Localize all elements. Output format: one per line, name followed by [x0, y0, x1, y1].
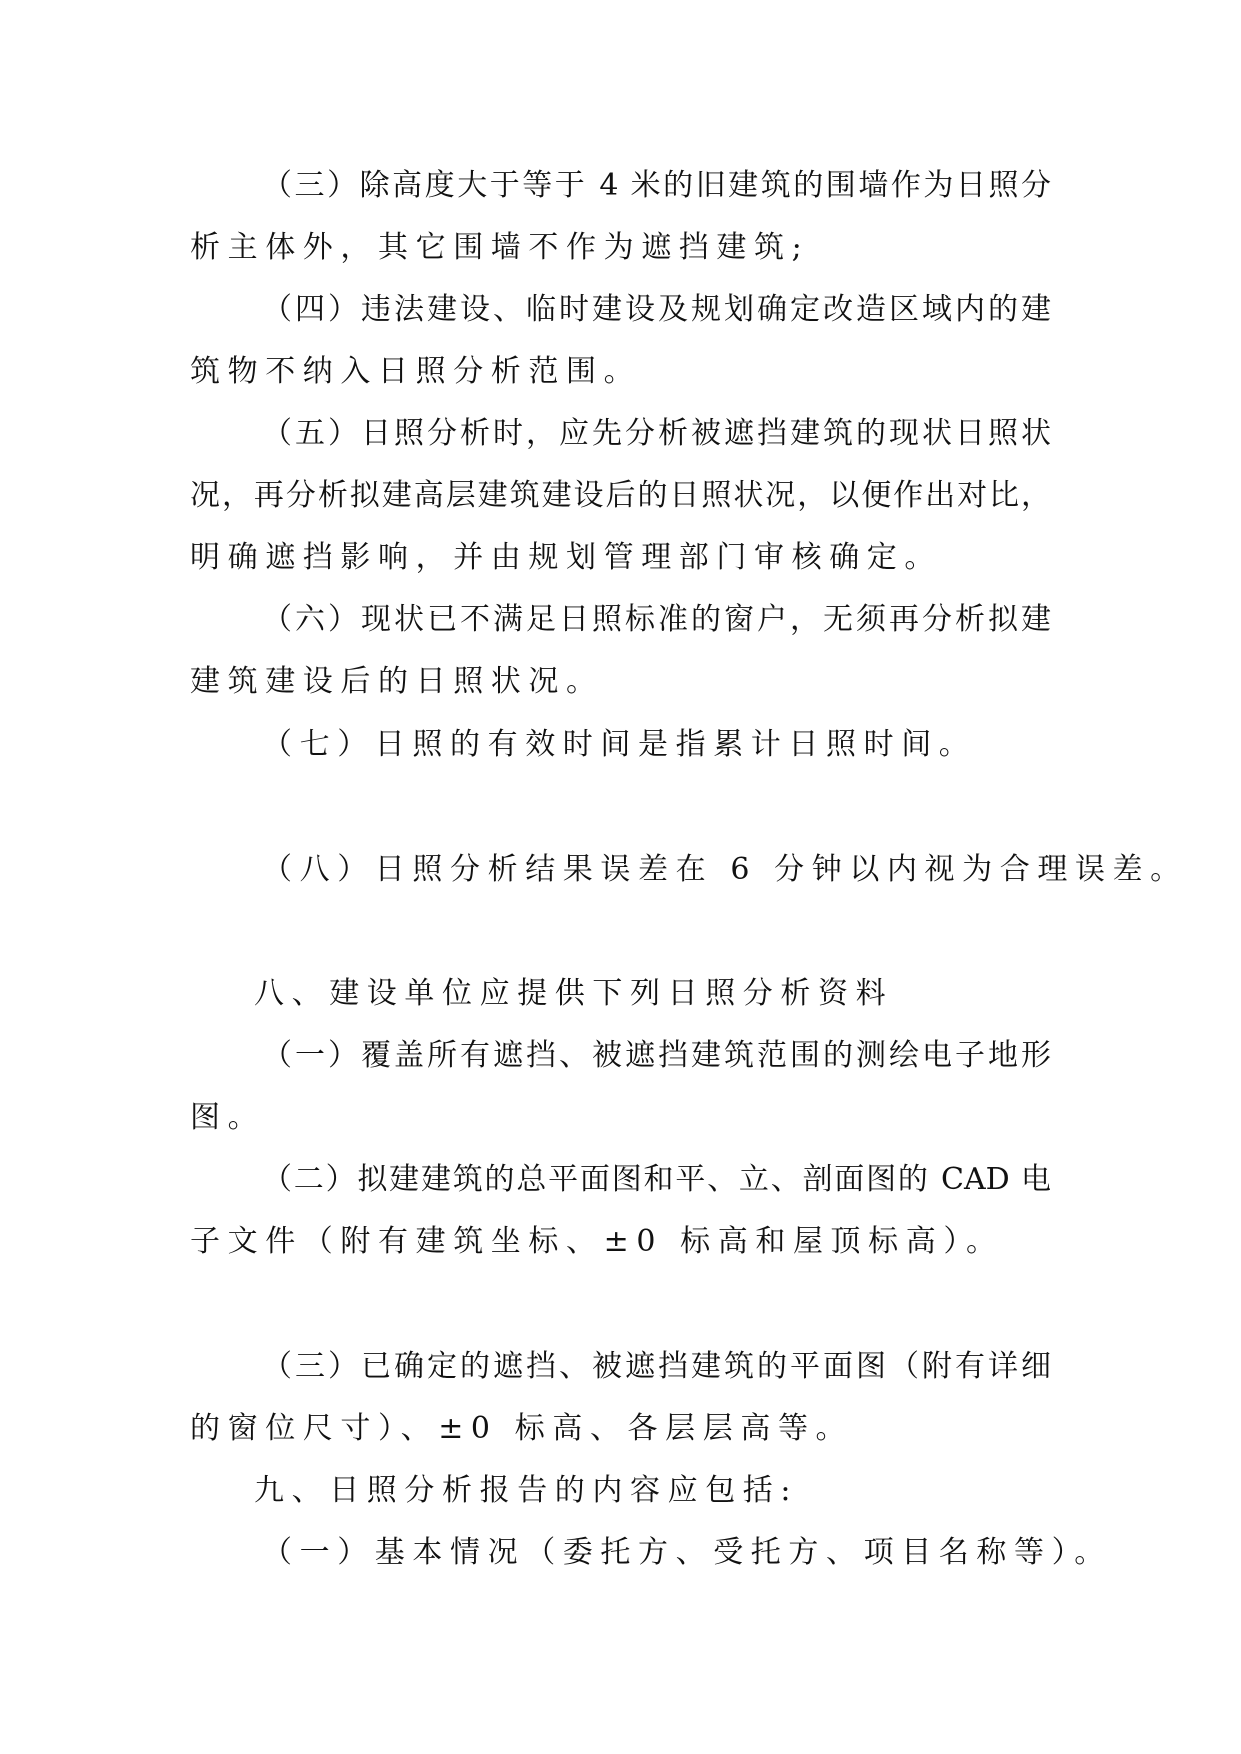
paragraph-line: （六）现状已不满足日照标准的窗户，无须再分析拟建 — [262, 602, 1051, 637]
paragraph-line: （八）日照分析结果误差在 6 分钟以内视为合理误差。 — [262, 852, 1188, 887]
paragraph-line: （三）除高度大于等于 4 米的旧建筑的围墙作为日照分 — [262, 168, 1051, 203]
paragraph-line: 图。 — [190, 1100, 266, 1135]
section-heading: 九、日照分析报告的内容应包括: — [254, 1473, 799, 1508]
section-heading: 八、建设单位应提供下列日照分析资料 — [254, 976, 894, 1011]
paragraph-line: 子文件（附有建筑坐标、±0 标高和屋顶标高）。 — [190, 1224, 1004, 1259]
paragraph-line: 析主体外，其它围墙不作为遮挡建筑; — [190, 230, 810, 265]
paragraph-line: （一）基本情况（委托方、受托方、项目名称等）。 — [262, 1535, 1112, 1570]
paragraph-line: 建筑建设后的日照状况。 — [190, 664, 604, 699]
paragraph-line: （四）违法建设、临时建设及规划确定改造区域内的建 — [262, 292, 1051, 327]
paragraph-line: 筑物不纳入日照分析范围。 — [190, 354, 642, 389]
paragraph-line: （二）拟建建筑的总平面图和平、立、剖面图的 CAD 电 — [262, 1162, 1051, 1197]
paragraph-line: （五）日照分析时，应先分析被遮挡建筑的现状日照状 — [262, 416, 1051, 451]
paragraph-line: （三）已确定的遮挡、被遮挡建筑的平面图（附有详细 — [262, 1349, 1051, 1384]
paragraph-line: 明确遮挡影响，并由规划管理部门审核确定。 — [190, 540, 942, 575]
paragraph-line: 况，再分析拟建高层建筑建设后的日照状况，以便作出对比， — [190, 478, 1051, 513]
paragraph-line: 的窗位尺寸）、±0 标高、各层层高等。 — [190, 1411, 854, 1446]
paragraph-line: （一）覆盖所有遮挡、被遮挡建筑范围的测绘电子地形 — [262, 1038, 1051, 1073]
paragraph-line: （七）日照的有效时间是指累计日照时间。 — [262, 727, 977, 762]
